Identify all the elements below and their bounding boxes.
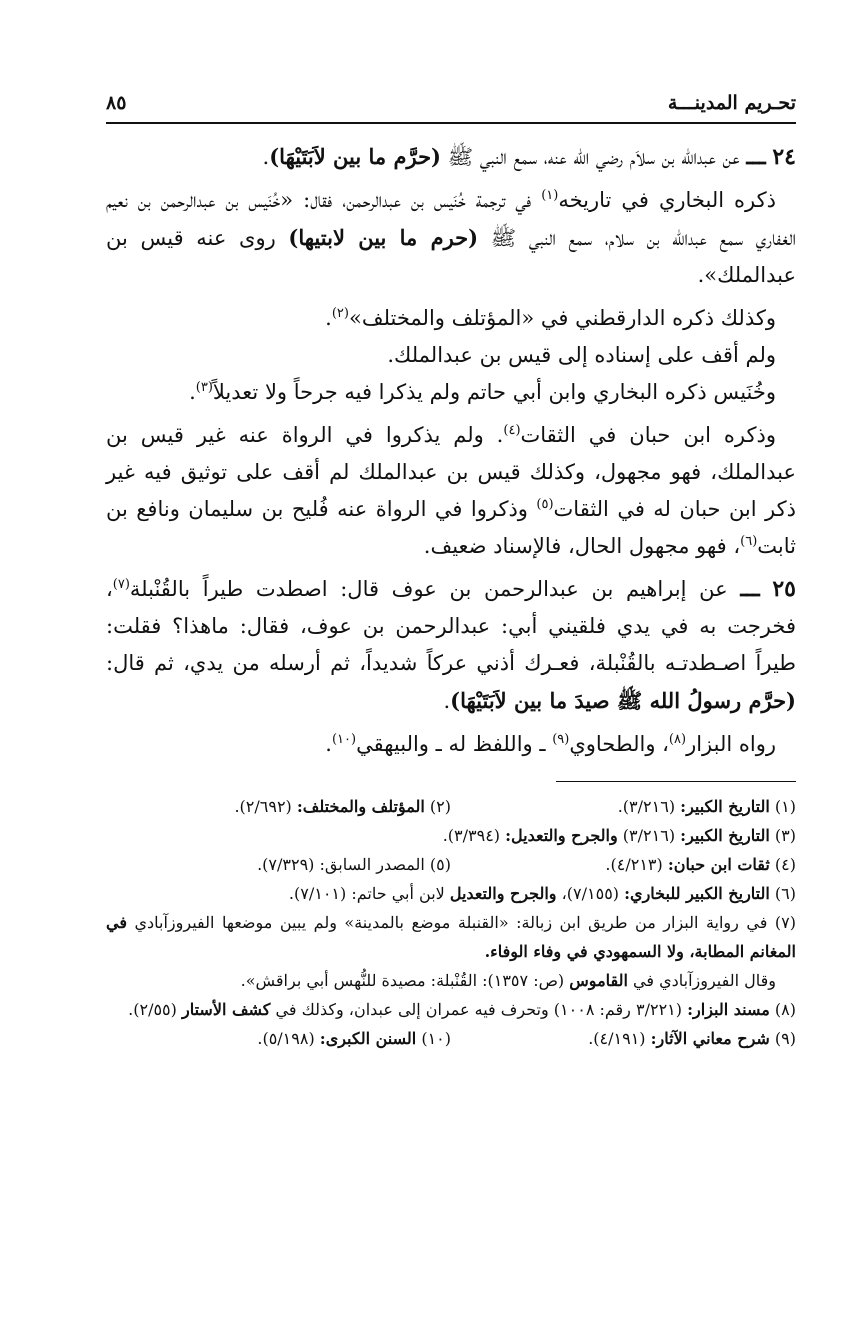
footnote-ref: (٤): [503, 423, 521, 438]
footnote-ref-text: (٣/٢١٦): [622, 826, 676, 845]
commentary-line: [106, 374, 796, 411]
running-title: تحـريم المدينـــة: [667, 92, 796, 114]
main-text: [106, 138, 796, 763]
footnote-3: [106, 821, 796, 850]
narration-text: ، والطحاوي: [569, 732, 669, 756]
footnote-ref: (١٠): [331, 732, 357, 747]
footnote-text: (٣/٢٢١ رقم: ١٠٠٨) وتحرف فيه عمران إلى عبدان، وكذلك في: [275, 1000, 683, 1019]
commentary-text: في ترجمة خُنَيس بن عبدالرحمن، فقال: «خُنَيس بن عبدالرحمن بن نعيم الغفاري سمع عبدالله بن سلام، سمع النبي ﷺ: [106, 188, 797, 250]
footnote-number: (٩): [774, 1029, 796, 1048]
narration-text: .: [325, 732, 332, 756]
footnote-source: والجرح والتعديل:: [505, 826, 618, 845]
hadith-quote: (حرم ما بين لابتيها): [288, 225, 479, 250]
narration-text: رواه البزار: [686, 732, 776, 756]
footnote-5: [106, 850, 451, 879]
footnote-ref-text: (٧/١٠١).: [288, 884, 347, 903]
commentary-text: ولم أقف على إسناده إلى قيس بن عبدالملك.: [387, 343, 776, 367]
footnote-number: (٤): [774, 855, 796, 874]
footnote-source: في المغانم المطابة، ولا السمهودي في وفاء الوفاء.: [106, 913, 796, 961]
footnote-7: [106, 908, 796, 966]
footnote-source: القاموس: [569, 971, 628, 990]
footnote-ref-text: (٤/١٩١).: [588, 1029, 646, 1048]
commentary-line: [106, 337, 796, 374]
commentary-text: وذكره ابن حبان في الثقات: [520, 423, 776, 447]
footnote-number: (٦): [774, 884, 796, 903]
hadith-dash: ـــ: [740, 576, 760, 602]
footnote-text: لابن أبي حاتم:: [351, 884, 445, 903]
hadith-text: ، فخرجت به في يدي فلقيني أبي: عبدالرحمن بن عوف، فقال: ماهذا؟ فقلت: طيراً اصـطدتـه بالقُنْبلة، فعـرك أذني عركاً شديداً، ثم أرسله من يدي، ثم قال:: [106, 577, 796, 675]
commentary-text: ذكره البخاري في تاريخه: [558, 188, 776, 212]
narration-text: ـ واللفظ له ـ والبيهقي: [356, 732, 546, 756]
footnote-number: (١): [774, 797, 796, 816]
footnote-ref-text: (٧/١٥٥)،: [561, 884, 620, 903]
book-page: [106, 78, 796, 1053]
hadith-25: [106, 571, 796, 720]
footnote-ref-text: (٢/٦٩٢).: [234, 797, 292, 816]
footnote-ref: (٣): [195, 380, 213, 395]
hadith-end: .: [443, 689, 451, 713]
footnote-9: [451, 1024, 796, 1053]
footnote-ref: (٥): [536, 497, 554, 512]
footnote-ref-text: (٣/٣٩٤).: [442, 826, 501, 845]
footnote-source: مسند البزار:: [687, 1000, 770, 1019]
hadith-24: [106, 138, 796, 176]
commentary-paragraph: [106, 417, 796, 565]
hadith-intro: عن عبدالله بن سلاَم رضي الله عنه، سمع النبي ﷺ: [447, 145, 740, 169]
footnote-source: التاريخ الكبير:: [680, 826, 770, 845]
narration-line: [106, 726, 796, 763]
footnote-row: [106, 792, 796, 821]
footnote-ref: (٨): [668, 732, 687, 747]
footnote-ref-text: (٧/٣٢٩).: [257, 855, 315, 874]
footnote-source: كشف الأستار: [181, 1000, 271, 1019]
hadith-quote: (حرَّم ما بين لاَبَتَيْهَا): [269, 144, 441, 169]
footnote-7-continued: [106, 966, 796, 995]
footnote-source: المؤتلف والمختلف:: [296, 797, 425, 816]
commentary-text: وذكروا في الرواة عنه فُليح بن سليمان ونافع بن ثابت: [106, 497, 796, 558]
footnote-ref: (٩): [552, 732, 570, 747]
commentary-text: .: [325, 306, 332, 330]
hadith-number: ٢٥: [772, 576, 796, 602]
footnote-number: (٣): [774, 826, 796, 845]
hadith-quote: (حرَّم رسولُ الله ﷺ صيدَ ما بين لاَبَتَيْهَا): [450, 688, 796, 713]
footnote-number: (٧): [774, 913, 796, 932]
footnote-ref-text: (٢/٥٥).: [128, 1000, 177, 1019]
footnote-8: [106, 995, 796, 1024]
footnote-source: التاريخ الكبير:: [680, 797, 770, 816]
footnote-source: السنن الكبرى:: [319, 1029, 417, 1048]
footnote-ref: (٦): [740, 534, 758, 549]
footnote-source: التاريخ الكبير للبخاري:: [624, 884, 770, 903]
hadith-dash: ـــ: [746, 144, 766, 170]
header-rule: [106, 122, 796, 124]
commentary-text: . ولم يذكروا في الرواة عنه غير قيس بن عبدالملك، فهو مجهول، وكذلك قيس بن عبدالملك لم أقف على توثيق فيه غير ذكر ابن حبان له في الثقات: [106, 423, 796, 521]
footnote-ref: (٢): [331, 306, 349, 321]
footnote-text: وقال الفيروزآبادي في: [633, 971, 776, 990]
footnote-number: (١٠): [421, 1029, 451, 1048]
footnote-ref-text: (٤/٢١٣).: [605, 855, 663, 874]
footnote-separator: [556, 781, 796, 782]
footnote-row: [106, 1024, 796, 1053]
footnote-ref: (١): [541, 188, 559, 203]
footnote-number: (٨): [774, 1000, 796, 1019]
commentary-text: وكذلك ذكره الدارقطني في «المؤتلف والمختلف»: [348, 306, 776, 330]
commentary-paragraph: [106, 182, 796, 294]
footnote-ref-text: (٥/١٩٨).: [257, 1029, 315, 1048]
footnote-ref-text: (٣/٢١٦).: [617, 797, 676, 816]
footnote-1: [451, 792, 796, 821]
footnote-10: [106, 1024, 451, 1053]
commentary-text: .: [189, 380, 196, 404]
footnote-source: ثقات ابن حبان:: [667, 855, 770, 874]
footnote-row: [106, 850, 796, 879]
footnote-text: في رواية البزار من طريق ابن زبالة: «القنبلة موضع بالمدينة» ولم يبين موضعها الفيروزآبادي: [134, 913, 768, 932]
hadith-end: .: [262, 145, 270, 169]
footnote-source: والجرح والتعديل: [449, 884, 557, 903]
footnotes: [106, 792, 796, 1053]
footnote-2: [106, 792, 451, 821]
page-number: ٨٥: [106, 92, 127, 114]
footnote-4: [451, 850, 796, 879]
commentary-text: روى عنه قيس بن عبدالملك».: [106, 226, 796, 287]
running-head: [106, 78, 796, 114]
footnote-text: (ص: ١٣٥٧): القُنْبلة: مصيدة للنُّهس أبي براقش».: [240, 971, 565, 990]
footnote-source: شرح معاني الآثار:: [650, 1029, 770, 1048]
footnote-ref: (٧): [112, 577, 130, 592]
footnote-source: المصدر السابق:: [319, 855, 425, 874]
footnote-6: [106, 879, 796, 908]
footnote-number: (٢): [429, 797, 451, 816]
hadith-text: عن إبراهيم بن عبدالرحمن بن عوف قال: اصطدت طيراً بالقُنْبلة: [129, 577, 728, 601]
footnote-number: (٥): [429, 855, 451, 874]
hadith-number: ٢٤: [772, 144, 796, 170]
commentary-text: ، فهو مجهول الحال، فالإسناد ضعيف.: [423, 534, 741, 558]
commentary-line: [106, 300, 796, 337]
commentary-text: وخُنَيس ذكره البخاري وابن أبي حاتم ولم يذكرا فيه جرحاً ولا تعديلاً: [212, 380, 776, 404]
